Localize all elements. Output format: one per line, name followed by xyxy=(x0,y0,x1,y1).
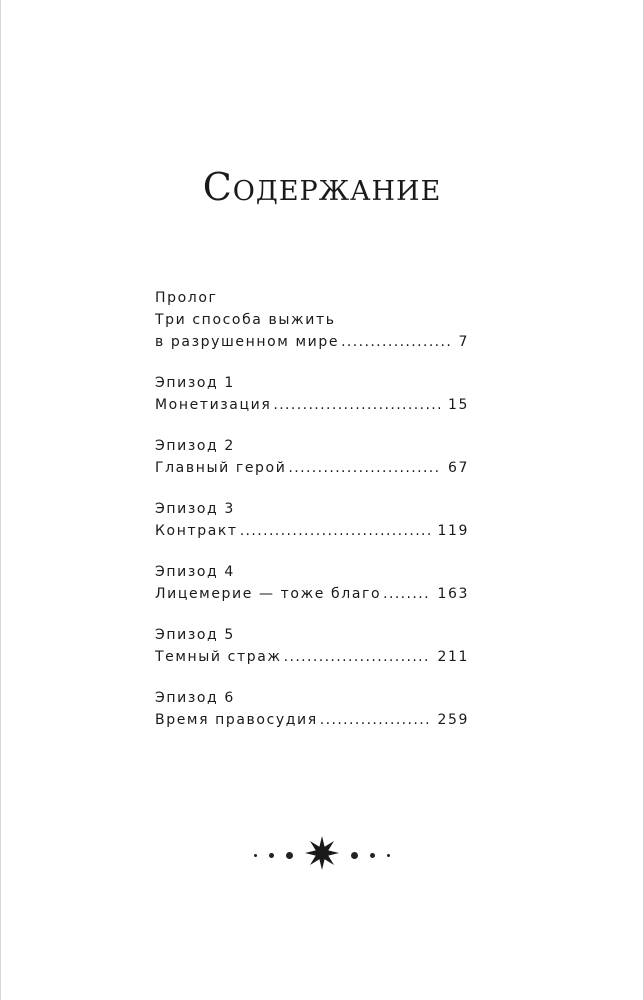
ornament-dot xyxy=(269,853,274,858)
toc-entry-episode-3[interactable] xyxy=(155,498,469,542)
toc-entry-title: Контракт xyxy=(155,523,238,539)
toc-entry-title: в разрушенном мире xyxy=(155,334,340,350)
dot-leader xyxy=(284,646,432,668)
toc-page-number: 7 xyxy=(458,334,469,350)
ornament-dot xyxy=(351,852,358,859)
toc-page-number: 211 xyxy=(437,649,469,665)
toc-entry-prologue[interactable] xyxy=(155,287,469,353)
toc-entry-title: Время правосудия xyxy=(155,712,318,728)
toc-entry-episode-6[interactable] xyxy=(155,687,469,731)
dot-leader xyxy=(288,457,442,479)
toc-entry-episode-1[interactable] xyxy=(155,372,469,416)
dot-leader xyxy=(383,583,431,605)
dot-leader xyxy=(320,709,432,731)
ornament-dot xyxy=(286,852,293,859)
toc-page-number: 119 xyxy=(437,523,469,539)
toc-page-number: 15 xyxy=(447,397,469,413)
page-title: Содержание xyxy=(202,165,442,209)
toc-entry-label: Эпизод 4 xyxy=(155,564,235,580)
ornament-dot xyxy=(370,853,375,858)
toc-entry-label: Пролог xyxy=(155,290,218,306)
toc-page-number: 259 xyxy=(437,712,469,728)
toc-entry-label: Эпизод 5 xyxy=(155,627,235,643)
toc-entry-label: Эпизод 3 xyxy=(155,501,235,517)
toc-entry-title: Лицемерие — тоже благо xyxy=(155,586,382,602)
toc-entry-episode-5[interactable] xyxy=(155,624,469,668)
toc-entry-title-line: Три способа выжить xyxy=(155,312,336,328)
toc-page-number: 67 xyxy=(447,460,469,476)
toc-entry-episode-2[interactable] xyxy=(155,435,469,479)
dot-leader xyxy=(240,520,432,542)
toc-entry-episode-4[interactable] xyxy=(155,561,469,605)
table-of-contents xyxy=(155,287,469,750)
ornament-dot xyxy=(254,854,257,857)
dot-leader xyxy=(341,331,452,353)
dot-leader xyxy=(273,394,442,416)
toc-entry-label: Эпизод 1 xyxy=(155,375,235,391)
toc-entry-label: Эпизод 2 xyxy=(155,438,235,454)
toc-entry-title: Темный страж xyxy=(155,649,282,665)
ornament-dot xyxy=(387,854,390,857)
toc-entry-title: Главный герой xyxy=(155,460,287,476)
ornament-divider xyxy=(1,836,643,875)
eight-point-star-icon xyxy=(305,836,339,875)
toc-page-number: 163 xyxy=(437,586,469,602)
toc-entry-label: Эпизод 6 xyxy=(155,690,235,706)
toc-entry-title: Монетизация xyxy=(155,397,272,413)
